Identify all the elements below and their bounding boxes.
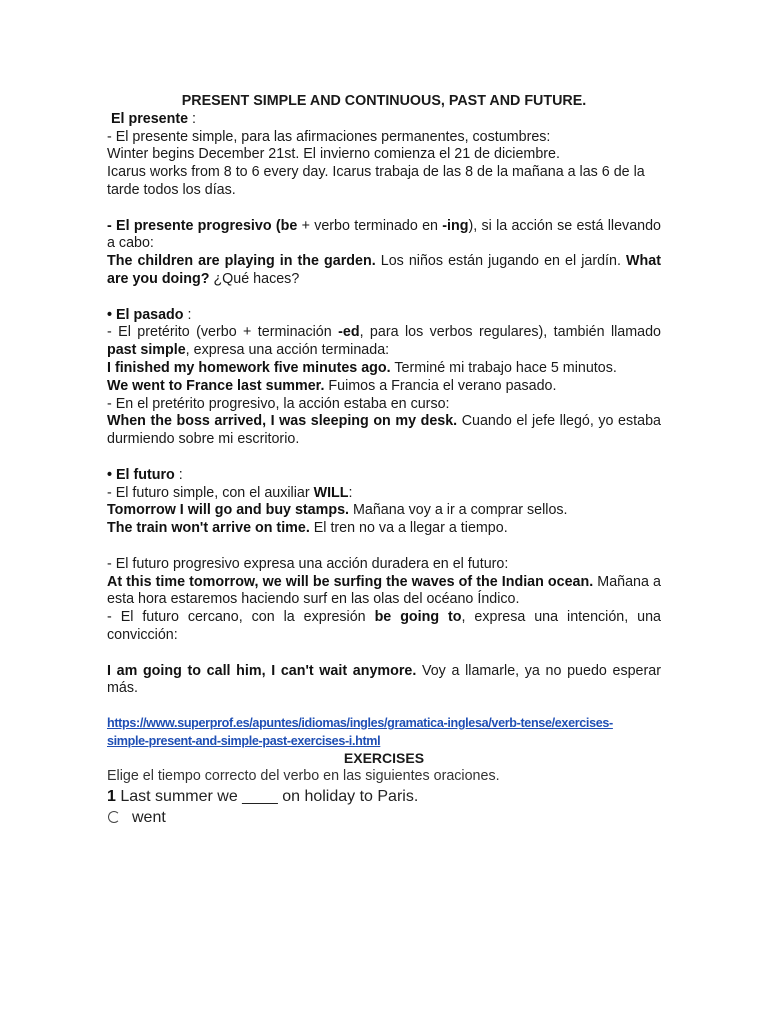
question-1-number: 1: [107, 787, 116, 805]
progresivo-example-1-es: Los niños están jugando en el jardín.: [375, 253, 621, 270]
pasado-example-3: [107, 413, 661, 449]
question-1: [107, 786, 661, 807]
pasado-example-1: [107, 360, 661, 378]
pasado-intro-1: - El pretérito (verbo + terminación: [107, 324, 339, 341]
futuro-heading-suffix: :: [174, 466, 183, 483]
presente-heading-label: El presente: [111, 110, 189, 127]
progresivo-ing: -ing: [442, 217, 469, 234]
section-futuro-heading: [107, 467, 661, 485]
pasado-heading-label: • El pasado: [107, 306, 184, 323]
futuro-cercano-intro-2: , expresa una intención, una convicción:: [107, 609, 662, 643]
section-pasado-heading: [107, 307, 661, 325]
question-1-text: Last summer we ____ on holiday to Paris.: [115, 787, 419, 805]
reference-link-block: [107, 715, 661, 750]
progresivo-example-2-en: What are you doing?: [107, 253, 661, 287]
presente-heading-suffix: :: [188, 110, 197, 127]
futuro-example-3-es: Mañana a esta hora estaremos haciendo surf en las olas del océano Índico.: [107, 573, 661, 608]
progresivo-bold-label: - El presente progresivo (be: [107, 217, 298, 234]
futuro-cercano-intro-1: - El futuro cercano, con la expresión: [107, 609, 375, 626]
futuro-simple-intro-text: - El futuro simple, con el auxiliar: [107, 484, 314, 501]
futuro-simple-intro: [107, 485, 661, 503]
question-1-option-label: went: [132, 808, 166, 826]
presente-progresivo-intro: [107, 218, 661, 254]
pasado-example-2: [107, 378, 661, 396]
pasado-intro-ed: -ed: [338, 324, 360, 341]
futuro-example-2-en: The train won't arrive on time.: [107, 520, 310, 537]
progresivo-mid: + verbo terminado en: [297, 217, 443, 234]
progresivo-example-2-es: ¿Qué haces?: [209, 270, 300, 287]
futuro-example-1: [107, 502, 661, 520]
pasado-progresivo-intro: - En el pretérito progresivo, la acción estaba en curso:: [107, 395, 450, 412]
pasado-intro-2: , para los verbos regulares), también llamado: [359, 324, 662, 341]
document-title: PRESENT SIMPLE AND CONTINUOUS, PAST AND FUTURE.: [181, 93, 587, 109]
pasado-intro-past-simple: past simple: [107, 342, 186, 359]
pasado-example-3-es: Cuando el jefe llegó, yo estaba durmiendo sobre mi escritorio.: [107, 413, 661, 448]
pasado-example-2-en: We went to France last summer.: [107, 377, 325, 394]
futuro-be-going-to: be going to: [374, 609, 462, 626]
reference-link[interactable]: [107, 716, 613, 748]
progresivo-end: ), si la acción se está llevando a cabo:: [107, 217, 662, 252]
pasado-heading-suffix: :: [183, 306, 192, 323]
futuro-example-2: [107, 520, 661, 538]
radio-button-icon[interactable]: [108, 811, 120, 823]
pasado-example-1-en: I finished my homework five minutes ago.: [107, 359, 391, 376]
futuro-example-4-es: Voy a llamarle, ya no puedo esperar más.: [107, 662, 661, 697]
futuro-cercano-intro: [107, 609, 661, 645]
presente-example-2: Icarus works from 8 to 6 every day. Icarus trabaja de las 8 de la mañana a las 6 de la tarde todos los días.: [107, 164, 645, 198]
futuro-example-3: [107, 574, 661, 610]
pasado-intro: [107, 324, 661, 360]
pasado-example-3-en: When the boss arrived, I was sleeping on my desk.: [107, 413, 458, 430]
pasado-example-1-es: Terminé mi trabajo hace 5 minutos.: [390, 359, 617, 376]
futuro-progresivo-intro: - El futuro progresivo expresa una acción duradera en el futuro:: [107, 555, 509, 572]
progresivo-example-1-en: The children are playing in the garden.: [107, 253, 376, 270]
futuro-will: WILL: [313, 484, 349, 501]
futuro-example-4: [107, 663, 661, 699]
exercises-instruction: Elige el tiempo correcto del verbo en las siguientes oraciones.: [107, 767, 500, 784]
exercises-heading: EXERCISES: [343, 750, 425, 767]
reference-link-line-2: simple-present-and-simple-past-exercises-i.html: [107, 733, 381, 748]
document-body: [107, 93, 661, 828]
presente-example-1: Winter begins December 21st. El invierno comienza el 21 de diciembre.: [107, 146, 560, 163]
futuro-heading-label: • El futuro: [107, 466, 175, 483]
reference-link-line-1: https://www.superprof.es/apuntes/idiomas/ingles/gramatica-inglesa/verb-tense/exercises-: [107, 716, 613, 731]
section-presente-heading: [107, 111, 661, 129]
presente-simple-intro: - El presente simple, para las afirmaciones permanentes, costumbres:: [107, 128, 551, 145]
futuro-example-1-es: Mañana voy a ir a comprar sellos.: [349, 502, 568, 519]
pasado-example-2-es: Fuimos a Francia el verano pasado.: [324, 377, 557, 394]
question-1-option-went[interactable]: [107, 807, 661, 828]
futuro-example-3-en: At this time tomorrow, we will be surfing the waves of the Indian ocean.: [107, 573, 594, 590]
futuro-example-4-en: I am going to call him, I can't wait anymore.: [107, 662, 417, 679]
futuro-example-1-en: Tomorrow I will go and buy stamps.: [107, 502, 350, 519]
presente-progresivo-examples: [107, 253, 661, 289]
pasado-intro-3: , expresa una acción terminada:: [185, 342, 390, 359]
futuro-simple-end: :: [348, 484, 353, 501]
futuro-example-2-es: El tren no va a llegar a tiempo.: [309, 520, 508, 537]
